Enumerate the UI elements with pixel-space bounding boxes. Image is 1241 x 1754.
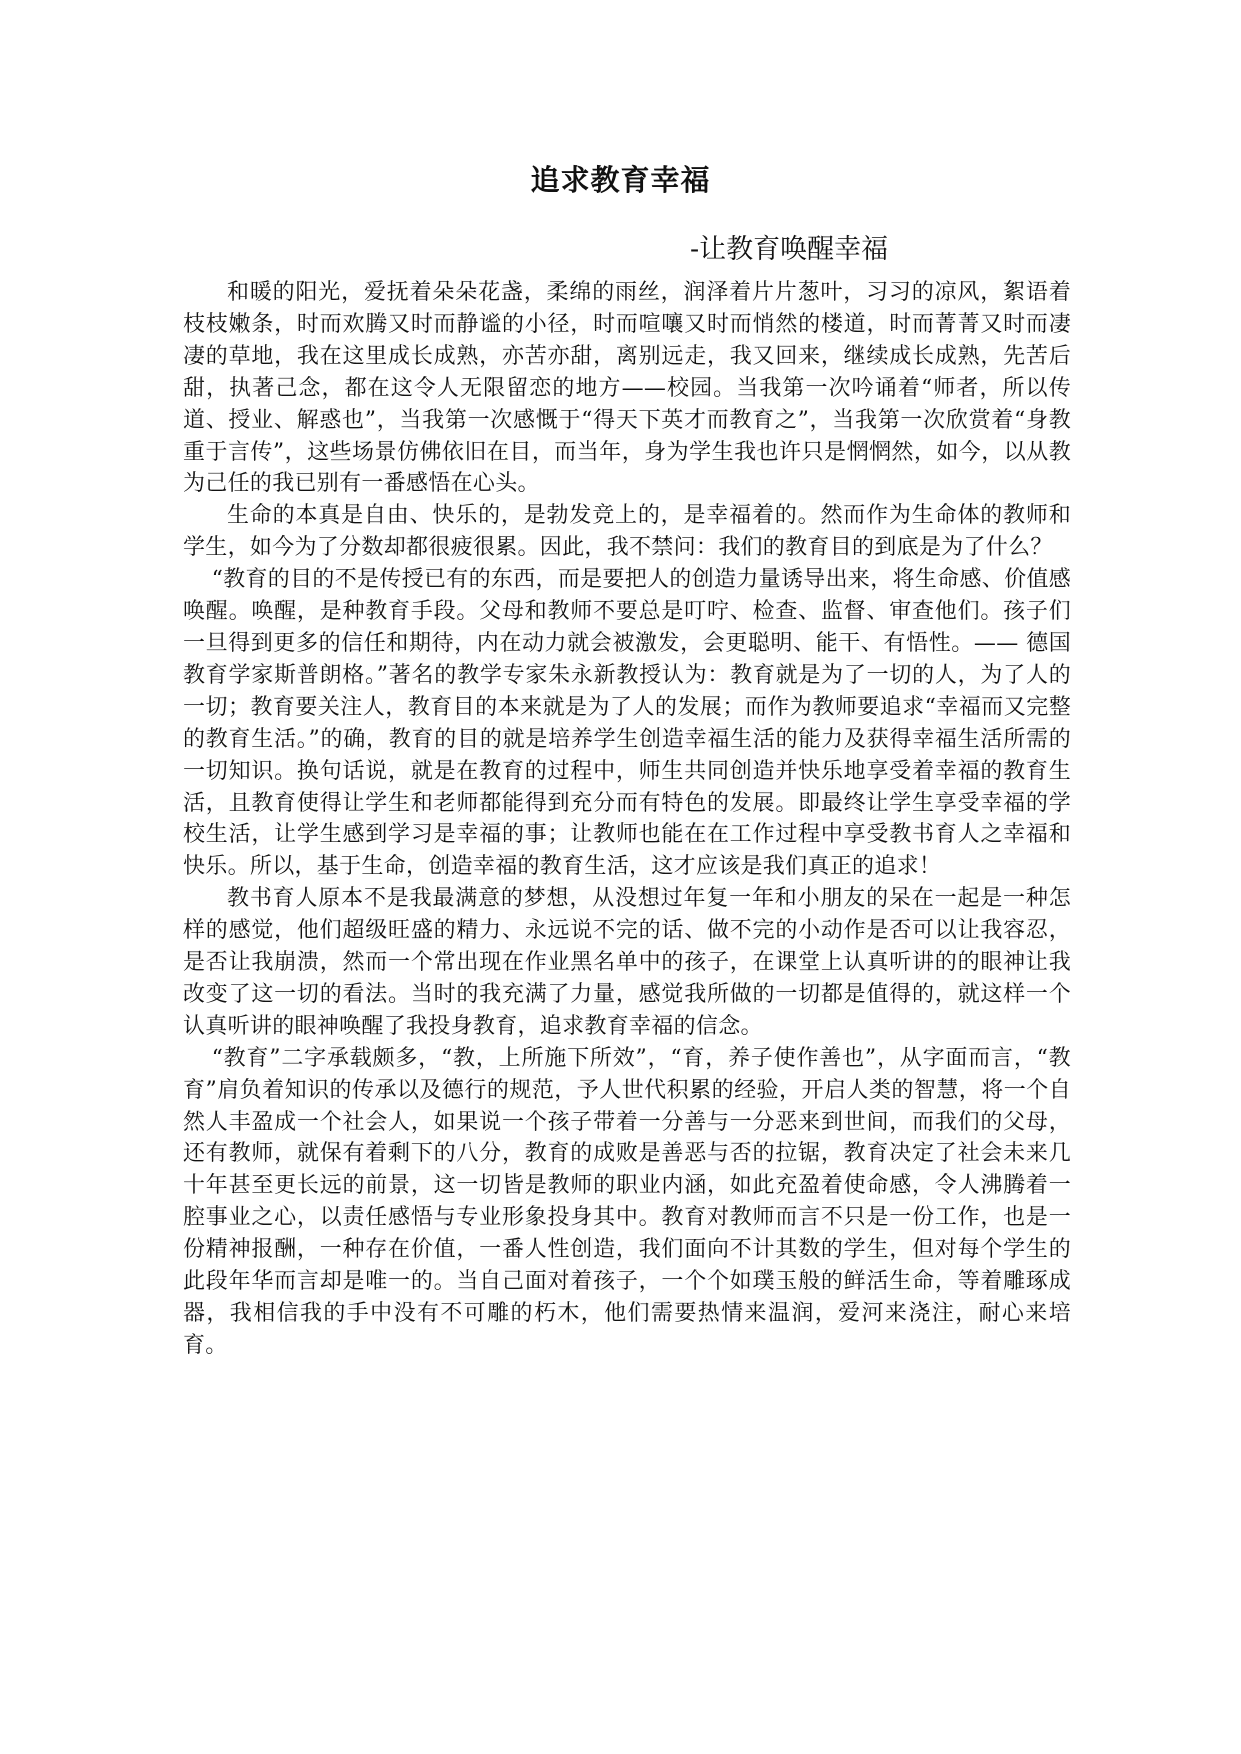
paragraph-3: “教育的目的不是传授已有的东西，而是要把人的创造力量诱导出来，将生命感、价值感唤醒。唤醒，是种教育手段。父母和教师不要总是叮咛、检查、监督、审查他们。孩子们一旦得到更多的信任和期待，内在动力就会被激发，会更聪明、能干、有悟性。—— 德国教育学家斯普朗格。”著名的教学专家朱永新教授认为：教育就是为了一切的人，为了人的一切；教育要关注人，教育目的本来就是为了人的发展；而作为教师要追求“幸福而又完整的教育生活。”的确，教育的目的就是培养学生创造幸福生活的能力及获得幸福生活所需的一切知识。换句话说，就是在教育的过程中，师生共同创造并快乐地享受着幸福的教育生活，且教育使得让学生和老师都能得到充分而有特色的发展。即最终让学生享受幸福的学校生活，让学生感到学习是幸福的事；让教师也能在在工作过程中享受教书育人之幸福和快乐。所以，基于生命，创造幸福的教育生活，这才应该是我们真正的追求！ xyxy=(183,567,1071,880)
document-title: 追求教育幸福 xyxy=(530,163,711,197)
document-subtitle: -让教育唤醒幸福 xyxy=(690,234,889,265)
paragraph-2: 生命的本真是自由、快乐的，是勃发竞上的，是幸福着的。然而作为生命体的教师和学生，如今为了分数却都很疲很累。因此，我不禁问：我们的教育目的到底是为了什么？ xyxy=(183,503,1071,561)
paragraph-1: 和暖的阳光，爱抚着朵朵花盏，柔绵的雨丝，润泽着片片葱叶，习习的凉风，絮语着枝枝嫩条，时而欢腾又时而静谧的小径，时而喧嚷又时而悄然的楼道，时而菁菁又时而凄凄的草地，我在这里成长成熟，亦苦亦甜，离别远走，我又回来，继续成长成熟，先苦后甜，执著己念，都在这令人无限留恋的地方——校园。当我第一次吟诵着“师者，所以传道、授业、解惑也”，当我第一次感慨于“得天下英才而教育之”，当我第一次欣赏着“身教重于言传”，这些场景仿佛依旧在目，而当年，身为学生我也许只是惘惘然，如今，以从教为己任的我已别有一番感悟在心头。 xyxy=(183,280,1071,497)
document-body xyxy=(183,277,1071,1362)
paragraph-4: 教书育人原本不是我最满意的梦想，从没想过年复一年和小朋友的呆在一起是一种怎样的感觉，他们超级旺盛的精力、永远说不完的话、做不完的小动作是否可以让我容忍，是否让我崩溃，然而一个常出现在作业黑名单中的孩子，在课堂上认真听讲的的眼神让我改变了这一切的看法。当时的我充满了力量，感觉我所做的一切都是值得的，就这样一个认真听讲的眼神唤醒了我投身教育，追求教育幸福的信念。 xyxy=(183,886,1071,1039)
paragraph-5: “教育”二字承载颇多，“教，上所施下所效”，“育，养子使作善也”，从字面而言，“教育”肩负着知识的传承以及德行的规范，予人世代积累的经验，开启人类的智慧，将一个自然人丰盈成一个社会人，如果说一个孩子带着一分善与一分恶来到世间，而我们的父母，还有教师，就保有着剩下的八分，教育的成败是善恶与否的拉锯，教育决定了社会未来几十年甚至更长远的前景，这一切皆是教师的职业内涵，如此充盈着使命感，令人沸腾着一腔事业之心，以责任感悟与专业形象投身其中。教育对教师而言不只是一份工作，也是一份精神报酬，一种存在价值，一番人性创造，我们面向不计其数的学生，但对每个学生的此段年华而言却是唯一的。当自己面对着孩子，一个个如璞玉般的鲜活生命，等着雕琢成器，我相信我的手中没有不可雕的朽木，他们需要热情来温润，爱河来浇注，耐心来培育。 xyxy=(183,1045,1071,1358)
